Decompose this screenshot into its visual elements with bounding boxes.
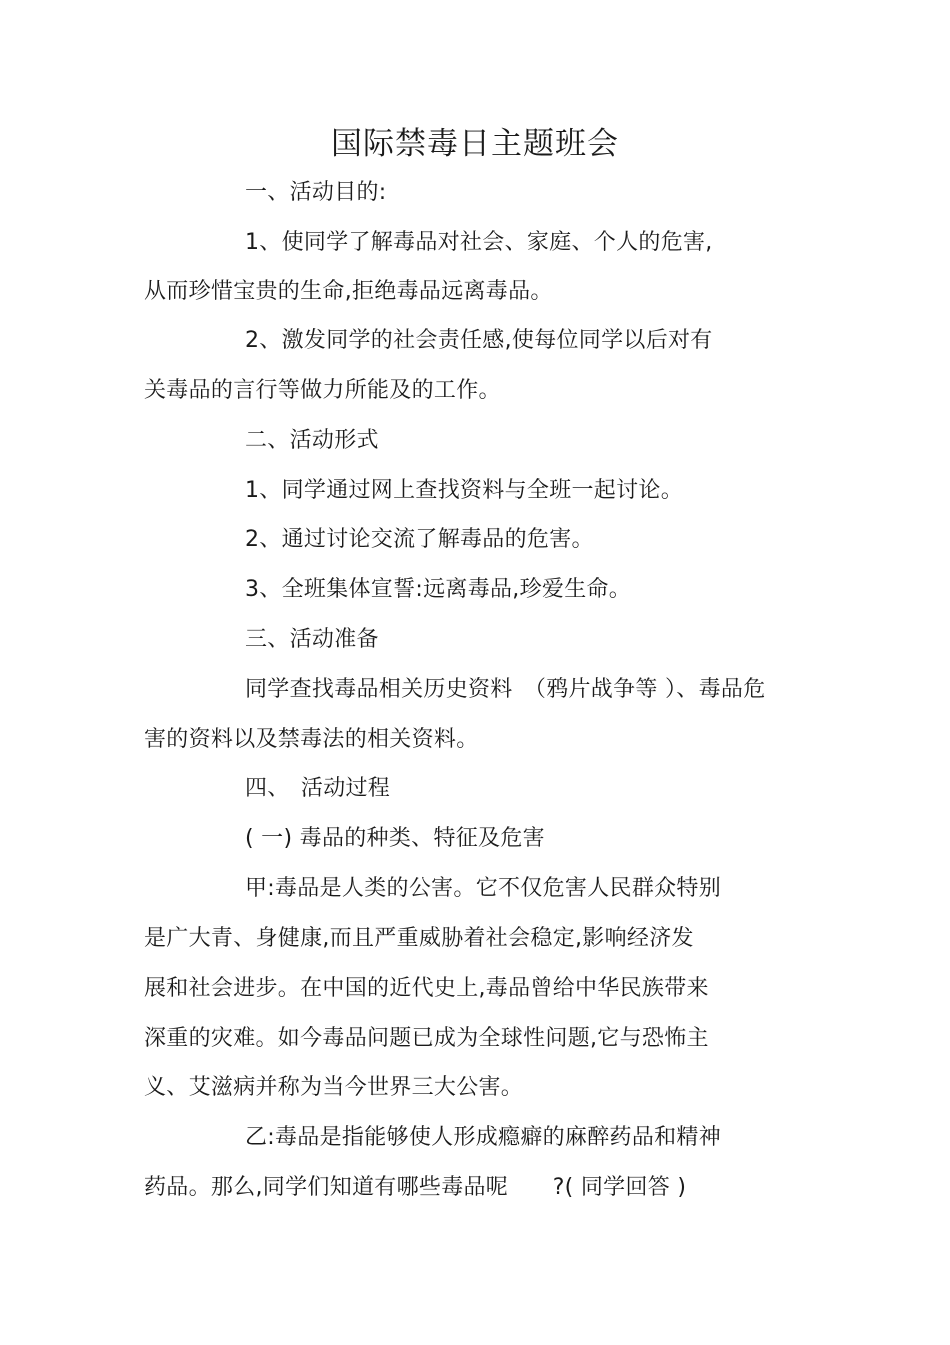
- paragraph-line: 3、全班集体宣誓:远离毒品,珍爱生命。: [245, 577, 632, 602]
- paragraph-line: 1、使同学了解毒品对社会、家庭、个人的危害,: [245, 230, 713, 255]
- subsection-heading: ( 一) 毒品的种类、特征及危害: [245, 826, 545, 851]
- section-heading-process: 四、 活动过程: [245, 776, 391, 801]
- paragraph-line: 2、通过讨论交流了解毒品的危害。: [245, 527, 594, 552]
- paragraph-line: 药品。那么,同学们知道有哪些毒品呢 ?( 同学回答 ): [144, 1175, 687, 1200]
- paragraph-line: 展和社会进步。在中国的近代史上,毒品曾给中华民族带来: [144, 976, 709, 1001]
- section-heading-preparation: 三、活动准备: [245, 627, 379, 652]
- paragraph-line: 从而珍惜宝贵的生命,拒绝毒品远离毒品。: [144, 279, 553, 304]
- paragraph-line: 1、同学通过网上查找资料与全班一起讨论。: [245, 478, 683, 503]
- paragraph-line: 害的资料以及禁毒法的相关资料。: [144, 727, 479, 752]
- paragraph-line: 2、激发同学的社会责任感,使每位同学以后对有: [245, 328, 713, 353]
- document-title: 国际禁毒日主题班会: [331, 126, 619, 162]
- paragraph-line: 同学查找毒品相关历史资料 （鸦片战争等 ）、毒品危: [245, 677, 766, 702]
- paragraph-line: 是广大青、身健康,而且严重威胁着社会稳定,影响经济发: [144, 926, 694, 951]
- paragraph-line: 乙:毒品是指能够使人形成瘾癖的麻醉药品和精神: [245, 1125, 722, 1150]
- paragraph-line: 甲:毒品是人类的公害。它不仅危害人民群众特别: [245, 876, 722, 901]
- section-heading-form: 二、活动形式: [245, 428, 379, 453]
- paragraph-line: 深重的灾难。如今毒品问题已成为全球性问题,它与恐怖主: [144, 1026, 709, 1051]
- paragraph-line: 关毒品的言行等做力所能及的工作。: [144, 378, 501, 403]
- section-heading-purpose: 一、活动目的:: [245, 180, 387, 205]
- paragraph-line: 义、艾滋病并称为当今世界三大公害。: [144, 1075, 524, 1100]
